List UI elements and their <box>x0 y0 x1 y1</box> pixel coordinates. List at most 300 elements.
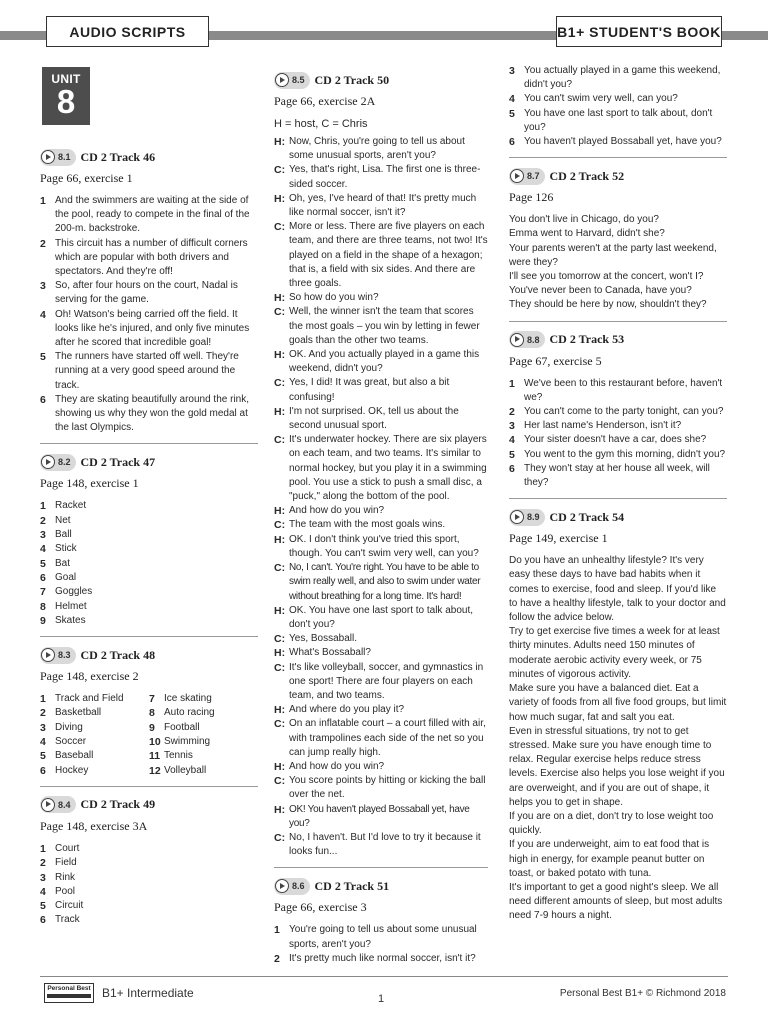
track-title: CD 2 Track 52 <box>549 168 625 183</box>
item-text: You haven't played Bossaball yet, have you? <box>524 136 722 148</box>
item-text: This circuit has a number of difficult corners which are popular with both drivers and spectators. And they're off! <box>55 237 248 278</box>
item-text: You can't come to the party tonight, can you? <box>524 406 724 418</box>
dialogue-line <box>274 632 488 646</box>
item-text: We've been to this restaurant before, haven't we? <box>524 377 723 403</box>
item-text: And the swimmers are waiting at the side of the pool, ready to compete in the final of the 200-m. backstroke. <box>55 195 250 235</box>
play-icon <box>275 73 289 87</box>
item-number: 4 <box>509 434 515 447</box>
track-title: CD 2 Track 46 <box>80 149 156 164</box>
dialogue-line <box>274 774 488 802</box>
speaker: H: <box>274 704 286 717</box>
utterance: It's underwater hockey. There are six players on each team, and two teams. It's similar to normal hockey, but you play it in a swimming pool. You use a stick to push a small disc, a "puck," along the bottom of the pool. <box>289 434 487 503</box>
page-ref: Page 148, exercise 1 <box>40 476 139 491</box>
item-text: Helmet <box>55 600 87 612</box>
item-text: Hockey <box>55 764 89 776</box>
utterance: What's Bossaball? <box>289 647 371 659</box>
speaker: C: <box>274 633 286 646</box>
list-item <box>274 923 488 951</box>
sentence-list <box>509 213 727 312</box>
track-title: CD 2 Track 49 <box>80 797 156 812</box>
utterance: So how do you win? <box>289 292 379 304</box>
page-ref: Page 149, exercise 1 <box>509 531 608 546</box>
utterance: No, I can't. You're right. You have to be able to swim really well, and also to swim under water without breathing for a long time. It's hard! <box>289 562 481 602</box>
item-text: Field <box>55 857 77 869</box>
dialogue-line <box>274 604 488 632</box>
footer-level: B1+ Intermediate <box>102 986 194 1000</box>
item-number: 2 <box>509 406 515 419</box>
item-number: 5 <box>509 448 515 461</box>
speaker: H: <box>274 405 286 418</box>
page-ref: Page 66, exercise 1 <box>40 171 133 185</box>
dialogue-line <box>274 760 488 774</box>
speaker: H: <box>274 505 286 518</box>
speaker: H: <box>274 533 286 546</box>
text-line: Try to get exercise five times a week for at least thirty minutes. Adults need 150 minutes of moderate aerobic activity every week, or 75 minutes of vigorous activity. <box>509 626 720 680</box>
audio-badge[interactable]: 8.9 <box>509 509 545 526</box>
track-title: CD 2 Track 50 <box>314 72 390 87</box>
audio-badge[interactable]: 8.4 <box>40 796 76 813</box>
item-text: Pool <box>55 885 76 897</box>
list-item <box>40 692 149 706</box>
play-icon <box>41 798 55 812</box>
numbered-list <box>40 499 258 628</box>
numbered-list <box>40 194 258 435</box>
speaker: C: <box>274 661 286 674</box>
utterance: And where do you play it? <box>289 704 405 716</box>
speaker: C: <box>274 562 286 575</box>
item-text: Basketball <box>55 707 102 719</box>
utterance: Yes, Bossaball. <box>289 633 358 645</box>
list-item <box>149 749 258 763</box>
play-icon <box>510 169 524 183</box>
item-number: 12 <box>149 764 161 777</box>
track-header <box>40 795 258 815</box>
item-text: You can't swim very well, can you? <box>524 93 678 105</box>
dialogue-line <box>274 703 488 717</box>
page-ref: Page 66, exercise 2A <box>274 94 376 108</box>
item-number: 7 <box>149 693 155 706</box>
utterance: You score points by hitting or kicking the ball over the net. <box>289 775 486 801</box>
item-text: Your sister doesn't have a car, does she? <box>524 434 707 446</box>
text-line: If you are on a diet, don't try to lose weight too quickly. <box>509 810 714 837</box>
unit-label: UNIT <box>51 72 81 86</box>
speaker: C: <box>274 519 286 532</box>
paragraphs <box>509 554 727 923</box>
track-title: CD 2 Track 54 <box>549 509 625 524</box>
track-header <box>274 70 488 90</box>
text-line: You've never been to Canada, have you? <box>509 285 692 297</box>
item-number: 5 <box>40 351 46 364</box>
utterance: More or less. There are five players on each team, and there are three teams, not two! It's played on a field in the shape of a hexagon; that is, a field with six sides. And there are three goals. <box>289 221 488 290</box>
utterance: Now, Chris, you're going to tell us about some unusual sports, aren't you? <box>289 136 465 162</box>
dialogue-line <box>274 561 488 604</box>
section-8-9 <box>509 507 727 923</box>
list-item <box>40 899 258 913</box>
play-icon <box>41 455 55 469</box>
header-band-right <box>721 31 768 40</box>
list-item <box>40 557 258 571</box>
speaker: H: <box>274 349 286 362</box>
dialogue-line <box>274 831 488 859</box>
item-text: You actually played in a game this weekend, didn't you? <box>524 65 721 91</box>
item-number: 4 <box>40 543 46 556</box>
item-text: Goal <box>55 571 77 583</box>
item-text: Skates <box>55 614 86 626</box>
speaker: H: <box>274 292 286 305</box>
item-text: Ice skating <box>164 693 212 705</box>
list-item <box>40 856 258 870</box>
audio-badge[interactable]: 8.8 <box>509 331 545 348</box>
numbered-list-left <box>40 692 149 778</box>
speaker: C: <box>274 377 286 390</box>
item-number: 2 <box>274 952 280 965</box>
speaker-key: H = host, C = Chris <box>274 118 368 130</box>
utterance: Oh, yes, I've heard of that! It's pretty much like normal soccer, isn't it? <box>289 192 477 219</box>
list-item <box>40 585 258 599</box>
track-header <box>40 452 258 472</box>
list-item <box>40 764 149 778</box>
numbered-list <box>40 842 258 928</box>
speaker: H: <box>274 803 286 816</box>
item-number: 8 <box>149 707 155 720</box>
dialogue-line <box>274 348 488 376</box>
divider <box>509 321 727 322</box>
track-title: CD 2 Track 48 <box>80 647 156 662</box>
item-number: 4 <box>509 93 515 106</box>
item-text: Soccer <box>55 736 87 748</box>
speaker: C: <box>274 831 286 844</box>
speaker: C: <box>274 434 286 447</box>
track-header <box>274 876 488 896</box>
utterance: Yes, I did! It was great, but also a bit confusing! <box>289 377 450 403</box>
list-item <box>40 885 258 899</box>
item-text: Her last name's Henderson, isn't it? <box>524 420 682 432</box>
play-icon <box>41 648 55 662</box>
item-number: 1 <box>40 500 46 513</box>
play-icon <box>510 510 524 524</box>
header-band-middle <box>208 31 556 40</box>
list-item <box>509 135 727 149</box>
section-8-2 <box>40 452 258 628</box>
divider <box>509 498 727 499</box>
item-number: 1 <box>40 842 46 855</box>
item-number: 6 <box>40 393 46 406</box>
audio-badge[interactable]: 8.5 <box>274 72 310 89</box>
dialogue-line <box>274 646 488 660</box>
speaker: H: <box>274 760 286 773</box>
text-line: Even in stressful situations, try not to get stressed. Make sure you have enough time to relax. Regular exercise helps reduce stress levels. Exercise also helps you lose weight if you are overweight, and if you are out of shape, it helps you to get in shape. <box>509 725 725 808</box>
list-item <box>40 237 258 280</box>
numbered-list <box>509 377 727 491</box>
speaker: C: <box>274 718 286 731</box>
item-text: They won't stay at her house all week, will they? <box>524 462 710 489</box>
text-line: It's important to get a good night's sleep. We all need different amounts of sleep, but most adults need 7-9 hours a night. <box>509 881 723 922</box>
list-item <box>40 600 258 614</box>
footer-rule <box>40 976 728 977</box>
item-text: Swimming <box>164 736 211 748</box>
page-ref: Page 66, exercise 3 <box>274 900 367 915</box>
utterance: And how do you win? <box>289 505 385 517</box>
utterance: Well, the winner isn't the team that scores the most goals – you win by letting in fewer goals than the other two teams. <box>289 306 480 346</box>
numbered-list-right <box>149 692 258 778</box>
page-ref: Page 126 <box>509 190 554 205</box>
audio-badge[interactable]: 8.7 <box>509 168 545 185</box>
text-line: Your parents weren't at the party last weekend, were they? <box>509 242 717 268</box>
item-number: 6 <box>509 462 515 475</box>
item-number: 2 <box>40 237 46 250</box>
track-header <box>509 507 727 527</box>
section-8-7 <box>509 166 727 312</box>
item-text: Circuit <box>55 900 84 912</box>
section-8-6 <box>274 876 488 966</box>
item-number: 1 <box>40 195 46 207</box>
utterance: OK. You have one last sport to talk about, don't you? <box>289 604 474 630</box>
dialogue-line <box>274 717 488 760</box>
item-text: Court <box>55 842 80 854</box>
utterance: On an inflatable court – a court filled with air, with trampolines each side of the net so you can jump really high. <box>289 718 486 758</box>
section-8-8 <box>509 330 727 491</box>
text-line: If you are underweight, aim to eat food that is high in energy, for example peanut butter on toast, or baked potato with tuna. <box>509 839 710 879</box>
copyright: Personal Best B1+ © Richmond 2018 <box>559 988 726 999</box>
item-text: Stick <box>55 543 77 555</box>
speaker: H: <box>274 604 286 617</box>
list-item <box>149 764 258 778</box>
play-icon <box>275 879 289 893</box>
item-number: 3 <box>40 280 46 293</box>
item-number: 6 <box>40 914 46 927</box>
track-header <box>509 330 727 350</box>
item-text: Track and Field <box>55 693 124 705</box>
speaker: C: <box>274 221 286 234</box>
item-number: 3 <box>509 420 515 433</box>
list-item <box>509 405 727 419</box>
utterance: OK! You haven't played Bossaball yet, have you? <box>289 803 470 829</box>
item-text: Net <box>55 514 71 526</box>
dialogue-line <box>274 803 488 831</box>
section-8-4 <box>40 795 258 928</box>
item-number: 6 <box>40 571 46 584</box>
speaker: H: <box>274 647 286 660</box>
item-number: 3 <box>40 721 46 734</box>
track-header <box>40 147 258 167</box>
list-item <box>149 692 258 706</box>
track-header <box>40 645 258 665</box>
dialogue-line <box>274 135 488 163</box>
dialogue-line <box>274 504 488 518</box>
item-number: 9 <box>40 614 46 627</box>
item-number: 1 <box>274 924 280 937</box>
item-number: 3 <box>40 529 46 542</box>
item-number: 7 <box>40 586 46 599</box>
column-1 <box>40 147 258 928</box>
list-item <box>509 377 727 405</box>
item-text: You have one last sport to talk about, don't you? <box>524 107 713 133</box>
list-item <box>274 952 488 966</box>
item-number: 1 <box>509 377 515 390</box>
list-item <box>40 913 258 927</box>
dialogue-line <box>274 518 488 532</box>
divider <box>40 443 258 444</box>
item-text: Auto racing <box>164 707 215 719</box>
dialogue-line <box>274 163 488 191</box>
item-number: 8 <box>40 600 46 613</box>
list-item <box>40 571 258 585</box>
utterance: Yes, that's right, Lisa. The first one is three-sided soccer. <box>289 164 481 190</box>
divider <box>40 636 258 637</box>
list-item <box>40 308 258 351</box>
text-line: I'll see you tomorrow at the concert, won't I? <box>509 271 704 283</box>
item-text: It's pretty much like normal soccer, isn't it? <box>289 952 476 964</box>
item-number: 2 <box>40 707 46 720</box>
page-ref: Page 148, exercise 2 <box>40 669 139 684</box>
audio-badge[interactable]: 8.3 <box>40 647 76 664</box>
play-icon <box>510 333 524 347</box>
list-item <box>40 528 258 542</box>
column-2 <box>274 70 488 966</box>
utterance: No, I haven't. But I'd love to try it because it looks fun... <box>289 831 481 858</box>
section-8-3 <box>40 645 258 778</box>
utterance: The team with the most goals wins. <box>289 519 446 531</box>
dialogue-line <box>274 433 488 504</box>
column-3 <box>509 64 727 924</box>
item-text: The runners have started off well. They're running at a very good speed around the track. <box>55 351 239 391</box>
item-text: Goggles <box>55 586 93 598</box>
dialogue-line <box>274 376 488 404</box>
item-number: 6 <box>509 136 515 149</box>
unit-number: 8 <box>56 83 76 120</box>
header-audio-scripts: AUDIO SCRIPTS <box>46 16 209 47</box>
unit-badge <box>42 67 90 125</box>
item-number: 4 <box>40 308 46 321</box>
list-item <box>40 393 258 436</box>
list-item <box>509 64 727 92</box>
page-ref: Page 148, exercise 3A <box>40 818 148 833</box>
divider <box>40 786 258 787</box>
numbered-list-continued <box>509 64 727 149</box>
list-item <box>40 721 149 735</box>
item-text: Rink <box>55 871 76 883</box>
speaker: C: <box>274 306 286 319</box>
item-text: Diving <box>55 721 83 733</box>
list-item <box>40 514 258 528</box>
track-title: CD 2 Track 51 <box>314 878 390 893</box>
speaker: C: <box>274 775 286 788</box>
item-number: 3 <box>40 871 46 884</box>
list-item <box>40 542 258 556</box>
item-text: Tennis <box>164 750 193 762</box>
item-number: 5 <box>40 900 46 913</box>
section-8-1 <box>40 147 258 435</box>
utterance: OK. And you actually played in a game this weekend, didn't you? <box>289 349 480 375</box>
audio-badge[interactable]: 8.2 <box>40 454 76 471</box>
speaker: C: <box>274 164 286 177</box>
dialogue-line <box>274 661 488 704</box>
item-text: Bat <box>55 557 71 569</box>
two-column-list <box>40 692 258 778</box>
item-number: 1 <box>40 693 46 706</box>
audio-badge[interactable]: 8.1 <box>40 149 76 166</box>
text-line: Do you have an unhealthy lifestyle? It's very easy these days to have bad habits when it comes to exercise, food and sleep. If you'd like to have a healthy lifestyle, talk to your doctor and follow the advice below. <box>509 555 726 624</box>
dialogue-line <box>274 533 488 561</box>
item-number: 6 <box>40 764 46 777</box>
speaker: H: <box>274 192 286 205</box>
list-item <box>509 462 727 490</box>
item-text: Baseball <box>55 750 94 762</box>
header-students-book: B1+ STUDENT'S BOOK <box>556 16 722 47</box>
item-number: 4 <box>40 736 46 749</box>
list-item <box>149 706 258 720</box>
item-number: 3 <box>509 65 515 77</box>
dialogue-line <box>274 291 488 305</box>
speaker: H: <box>274 136 286 148</box>
item-text: They are skating beautifully around the rink, showing us why they won the gold medal at the last Olympics. <box>55 393 249 434</box>
item-text: Oh! Watson's being carried off the field. It looks like he's injured, and only five minutes after he scored that incredible goal! <box>55 308 250 349</box>
numbered-list <box>274 923 488 966</box>
item-number: 10 <box>149 736 161 749</box>
item-number: 5 <box>40 557 46 570</box>
dialogue <box>274 135 488 859</box>
list-item <box>40 735 149 749</box>
list-item <box>40 499 258 513</box>
dialogue-line <box>274 220 488 291</box>
item-number: 2 <box>40 514 46 527</box>
item-text: Volleyball <box>164 764 207 776</box>
track-title: CD 2 Track 47 <box>80 454 156 469</box>
text-line: Emma went to Harvard, didn't she? <box>509 228 665 240</box>
list-item <box>40 706 149 720</box>
item-number: 11 <box>149 750 161 763</box>
item-text: So, after four hours on the court, Nadal is serving for the game. <box>55 280 238 306</box>
item-text: Racket <box>55 500 87 512</box>
track-title: CD 2 Track 53 <box>549 332 625 347</box>
track-header <box>509 166 727 186</box>
utterance: And how do you win? <box>289 760 385 772</box>
list-item <box>509 419 727 433</box>
item-text: Track <box>55 914 80 926</box>
item-text: Football <box>164 721 200 733</box>
page-number: 1 <box>378 993 385 1005</box>
header-band-left <box>0 31 46 40</box>
list-item <box>149 735 258 749</box>
list-item <box>40 279 258 307</box>
item-number: 4 <box>40 885 46 898</box>
item-number: 9 <box>149 721 155 734</box>
item-number: 2 <box>40 857 46 870</box>
list-item <box>509 107 727 135</box>
divider <box>509 157 727 158</box>
dialogue-line <box>274 305 488 348</box>
list-item <box>509 448 727 462</box>
text-line: They should be here by now, shouldn't they? <box>509 299 707 311</box>
personal-best-logo: Personal Best <box>44 983 94 1003</box>
list-item <box>40 614 258 628</box>
list-item <box>40 194 258 237</box>
section-8-5 <box>274 70 488 859</box>
list-item <box>40 871 258 885</box>
item-number: 5 <box>40 750 46 763</box>
utterance: OK. I don't think you've tried this sport, though. You can't swim very well, can you? <box>289 533 479 559</box>
audio-badge[interactable]: 8.6 <box>274 878 310 895</box>
utterance: I'm not surprised. OK, tell us about the second unusual sport. <box>289 405 459 432</box>
item-text: You're going to tell us about some unusual sports, aren't you? <box>289 924 477 950</box>
text-line: You don't live in Chicago, do you? <box>509 214 659 226</box>
dialogue-line <box>274 405 488 433</box>
list-item <box>509 433 727 447</box>
divider <box>274 867 488 868</box>
text-line: Make sure you have a balanced diet. Eat a variety of foods from all five food groups, but limit how much sugar, fat and salt you eat. <box>509 683 727 723</box>
list-item <box>40 350 258 393</box>
item-text: You went to the gym this morning, didn't you? <box>524 448 726 460</box>
